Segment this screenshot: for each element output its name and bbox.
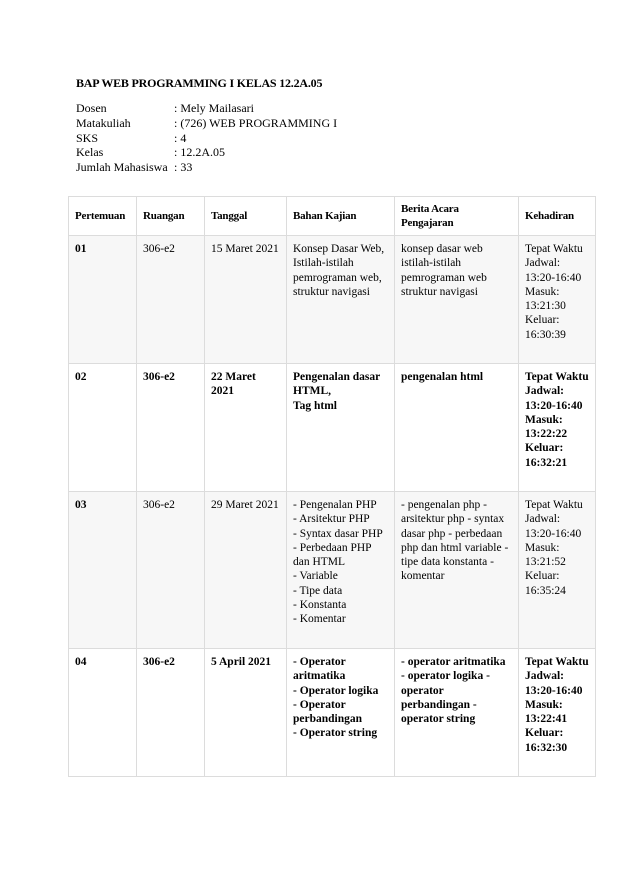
info-label: SKS (76, 130, 99, 145)
cell-ruangan: 306-e2 (137, 236, 205, 364)
cell-kehadiran: Tepat Waktu Jadwal: 13:20-16:40 Masuk: 13:22:22 Keluar: 16:32:21 (519, 364, 596, 492)
header-ruangan: Ruangan (137, 197, 205, 236)
info-value: : (726) WEB PROGRAMMING I (174, 115, 338, 130)
info-label: Kelas (76, 145, 104, 160)
header-kehadiran: Kehadiran (519, 197, 596, 236)
info-value: : Mely Mailasari (174, 101, 254, 115)
cell-ruangan: 306-e2 (137, 492, 205, 649)
table-row (69, 236, 596, 364)
header-berita-acara: Berita Acara Pengajaran (395, 197, 519, 236)
cell-kehadiran: Tepat Waktu Jadwal: 13:20-16:40 Masuk: 13:21:30 Keluar: 16:30:39 (519, 236, 596, 364)
cell-berita-acara: pengenalan html (395, 364, 519, 492)
cell-berita-acara: - pengenalan php - arsitektur php - syntax dasar php - perbedaan php dan html variable - tipe data konstanta - komentar (395, 492, 519, 649)
cell-bahan-kajian: Pengenalan dasar HTML, Tag html (287, 364, 395, 492)
info-value: : 4 (174, 130, 187, 145)
table-row (69, 649, 596, 777)
cell-ruangan: 306-e2 (137, 649, 205, 777)
info-row-matakuliah (76, 116, 337, 131)
header-tanggal: Tanggal (205, 197, 287, 236)
document-title: BAP WEB PROGRAMMING I KELAS 12.2A.05 (76, 76, 323, 90)
info-row-dosen (76, 101, 337, 116)
table-header-row (69, 197, 596, 236)
info-value: : 33 (174, 160, 193, 175)
header-bahan-kajian: Bahan Kajian (287, 197, 395, 236)
info-label: Jumlah Mahasiswa (76, 160, 168, 175)
cell-pertemuan: 04 (69, 649, 137, 777)
cell-kehadiran: Tepat Waktu Jadwal: 13:20-16:40 Masuk: 13:22:41 Keluar: 16:32:30 (519, 649, 596, 777)
table-row (69, 492, 596, 649)
cell-tanggal: 29 Maret 2021 (205, 492, 287, 649)
cell-berita-acara: - operator aritmatika - operator logika - operator perbandingan - operator string (395, 649, 519, 777)
cell-kehadiran: Tepat Waktu Jadwal: 13:20-16:40 Masuk: 13:21:52 Keluar: 16:35:24 (519, 492, 596, 649)
cell-tanggal: 15 Maret 2021 (205, 236, 287, 364)
info-label: Matakuliah (76, 115, 131, 130)
info-row-kelas (76, 145, 337, 160)
cell-bahan-kajian: - Pengenalan PHP - Arsitektur PHP - Syntax dasar PHP - Perbedaan PHP dan HTML - Variable - Tipe data - Konstanta - Komentar (287, 492, 395, 649)
cell-bahan-kajian: - Operator aritmatika - Operator logika - Operator perbandingan - Operator string (287, 649, 395, 777)
cell-tanggal: 5 April 2021 (205, 649, 287, 777)
cell-tanggal: 22 Maret 2021 (205, 364, 287, 492)
attendance-table (68, 196, 596, 777)
cell-pertemuan: 01 (69, 236, 137, 364)
cell-pertemuan: 03 (69, 492, 137, 649)
cell-bahan-kajian: Konsep Dasar Web, Istilah-istilah pemrograman web, struktur navigasi (287, 236, 395, 364)
cell-pertemuan: 02 (69, 364, 137, 492)
header-pertemuan: Pertemuan (69, 197, 137, 236)
course-info (76, 101, 337, 175)
info-label: Dosen (76, 101, 107, 115)
info-row-jumlah-mahasiswa (76, 160, 337, 175)
cell-berita-acara: konsep dasar web istilah-istilah pemrograman web struktur navigasi (395, 236, 519, 364)
info-value: : 12.2A.05 (174, 145, 225, 160)
table-row (69, 364, 596, 492)
cell-ruangan: 306-e2 (137, 364, 205, 492)
info-row-sks (76, 131, 337, 146)
